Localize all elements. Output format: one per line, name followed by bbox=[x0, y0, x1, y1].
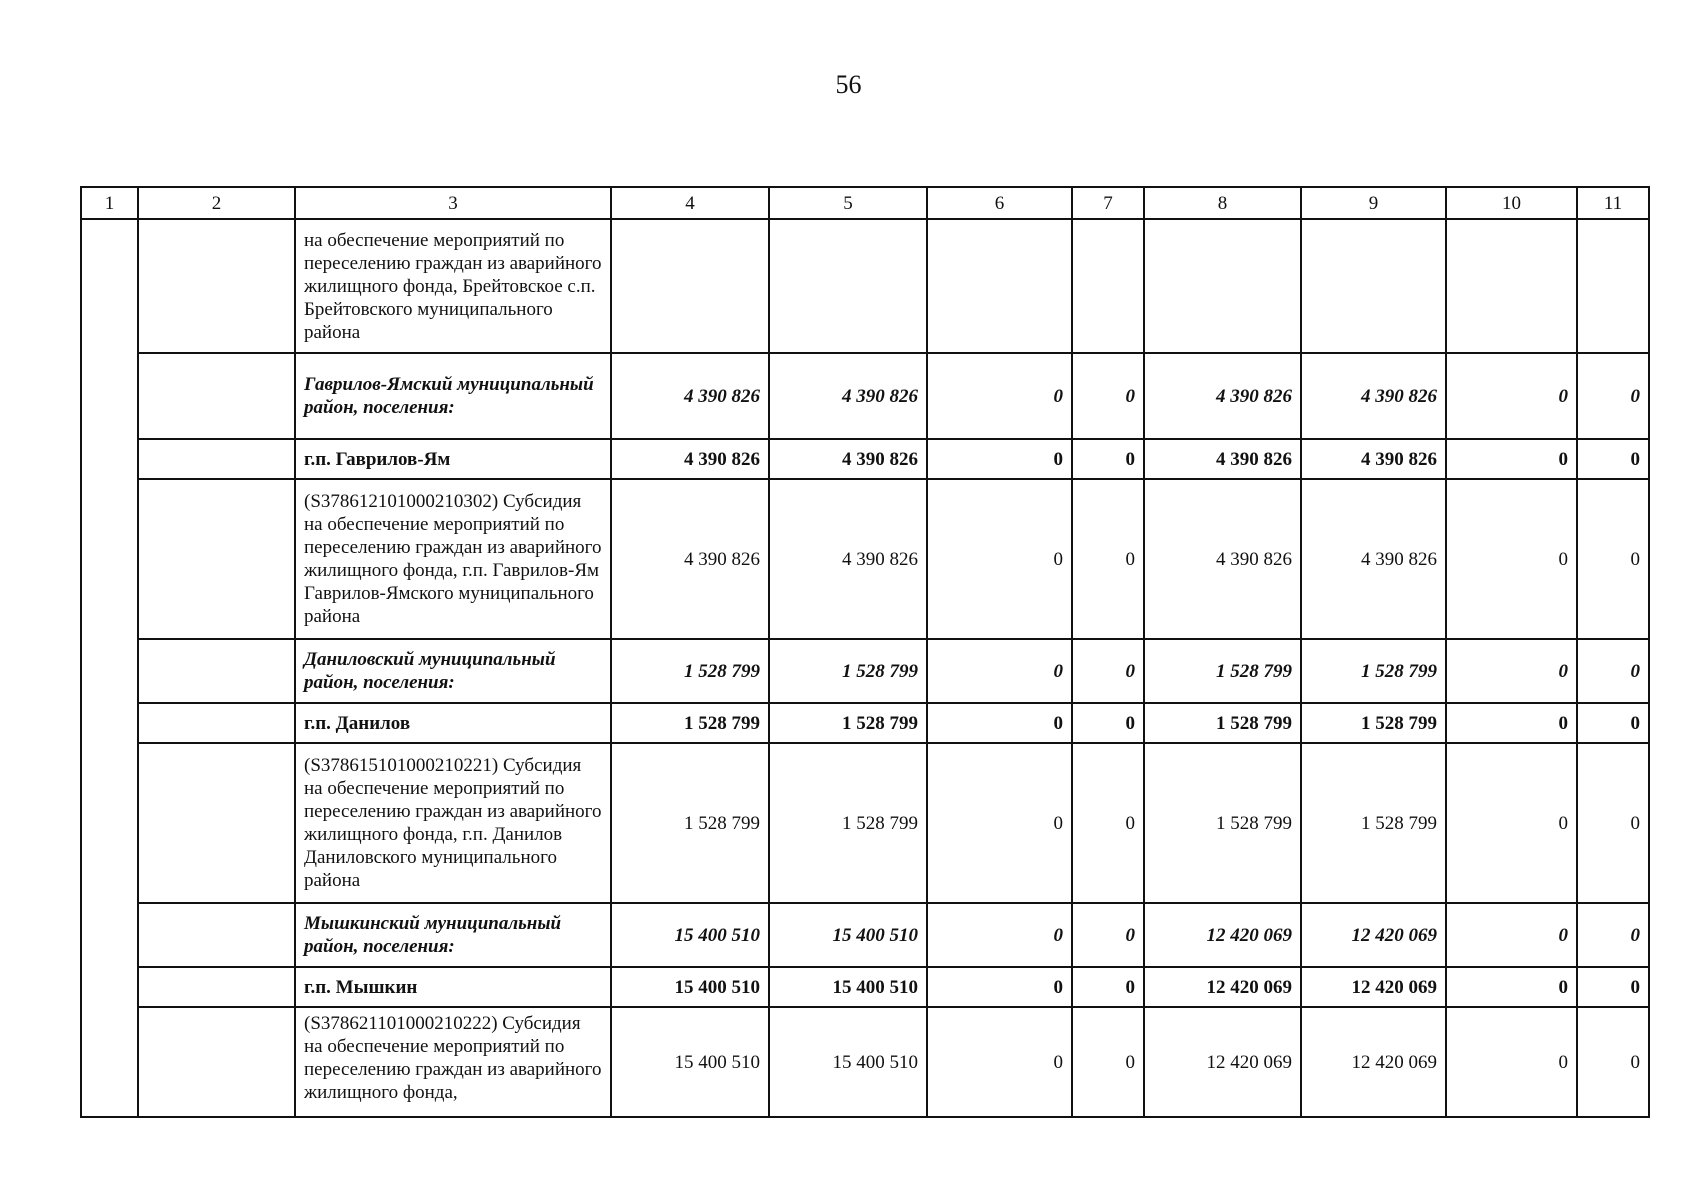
value-cell: 0 bbox=[1446, 743, 1577, 903]
value-cell bbox=[927, 219, 1072, 353]
value-cell: 4 390 826 bbox=[1301, 439, 1446, 479]
budget-table bbox=[80, 186, 1650, 1118]
value-cell: 4 390 826 bbox=[1301, 479, 1446, 639]
table-row bbox=[81, 967, 1649, 1007]
value-cell: 4 390 826 bbox=[769, 353, 927, 439]
table-row bbox=[81, 903, 1649, 967]
row-description: Даниловский муниципальный район, поселения: bbox=[295, 639, 611, 703]
value-cell bbox=[769, 219, 927, 353]
column-header: 11 bbox=[1577, 187, 1649, 219]
value-cell: 0 bbox=[1072, 967, 1144, 1007]
value-cell: 0 bbox=[1072, 703, 1144, 743]
value-cell: 1 528 799 bbox=[769, 703, 927, 743]
value-cell: 0 bbox=[1577, 353, 1649, 439]
table-row bbox=[81, 219, 1649, 353]
column-2-cell bbox=[138, 743, 295, 903]
value-cell: 0 bbox=[927, 743, 1072, 903]
value-cell: 12 420 069 bbox=[1301, 967, 1446, 1007]
column-header: 9 bbox=[1301, 187, 1446, 219]
column-header: 10 bbox=[1446, 187, 1577, 219]
column-2-cell bbox=[138, 439, 295, 479]
value-cell: 0 bbox=[1446, 639, 1577, 703]
row-description: Гаврилов-Ямский муниципальный район, поселения: bbox=[295, 353, 611, 439]
value-cell: 15 400 510 bbox=[611, 1007, 769, 1117]
value-cell: 0 bbox=[1446, 903, 1577, 967]
page-number: 56 bbox=[835, 70, 862, 99]
value-cell: 12 420 069 bbox=[1144, 967, 1301, 1007]
value-cell: 0 bbox=[927, 639, 1072, 703]
value-cell: 0 bbox=[1577, 639, 1649, 703]
value-cell: 4 390 826 bbox=[1144, 353, 1301, 439]
value-cell: 4 390 826 bbox=[1301, 353, 1446, 439]
value-cell: 4 390 826 bbox=[611, 353, 769, 439]
table-row bbox=[81, 353, 1649, 439]
column-2-cell bbox=[138, 967, 295, 1007]
value-cell: 0 bbox=[1446, 479, 1577, 639]
table-row bbox=[81, 703, 1649, 743]
value-cell: 1 528 799 bbox=[1144, 639, 1301, 703]
column-2-cell bbox=[138, 479, 295, 639]
value-cell: 15 400 510 bbox=[769, 967, 927, 1007]
value-cell: 4 390 826 bbox=[769, 479, 927, 639]
value-cell: 4 390 826 bbox=[1144, 439, 1301, 479]
value-cell: 1 528 799 bbox=[1144, 703, 1301, 743]
value-cell: 0 bbox=[1577, 479, 1649, 639]
value-cell: 0 bbox=[1577, 703, 1649, 743]
value-cell: 0 bbox=[1577, 967, 1649, 1007]
value-cell: 0 bbox=[1446, 1007, 1577, 1117]
value-cell: 4 390 826 bbox=[1144, 479, 1301, 639]
column-2-cell bbox=[138, 219, 295, 353]
value-cell: 12 420 069 bbox=[1144, 1007, 1301, 1117]
row-description: г.п. Гаврилов-Ям bbox=[295, 439, 611, 479]
value-cell: 0 bbox=[1446, 439, 1577, 479]
header-row bbox=[81, 187, 1649, 219]
table-row bbox=[81, 479, 1649, 639]
value-cell: 0 bbox=[1577, 1007, 1649, 1117]
value-cell: 0 bbox=[1072, 439, 1144, 479]
column-1-cell bbox=[81, 219, 138, 1117]
value-cell: 1 528 799 bbox=[611, 743, 769, 903]
column-header: 8 bbox=[1144, 187, 1301, 219]
row-description: (S378621101000210222) Субсидия на обеспечение мероприятий по переселению граждан из аварийного жилищного фонда, bbox=[295, 1007, 611, 1117]
row-description: на обеспечение мероприятий по переселению граждан из аварийного жилищного фонда, Брейтовское с.п. Брейтовского муниципального района bbox=[295, 219, 611, 353]
column-2-cell bbox=[138, 903, 295, 967]
column-2-cell bbox=[138, 1007, 295, 1117]
value-cell: 0 bbox=[1072, 639, 1144, 703]
value-cell bbox=[1144, 219, 1301, 353]
row-description: (S378612101000210302) Субсидия на обеспечение мероприятий по переселению граждан из аварийного жилищного фонда, г.п. Гаврилов-Ям Гаврилов-Ямского муниципального района bbox=[295, 479, 611, 639]
value-cell: 0 bbox=[927, 967, 1072, 1007]
column-header: 4 bbox=[611, 187, 769, 219]
value-cell: 15 400 510 bbox=[611, 967, 769, 1007]
value-cell: 15 400 510 bbox=[611, 903, 769, 967]
value-cell: 0 bbox=[927, 439, 1072, 479]
value-cell: 15 400 510 bbox=[769, 1007, 927, 1117]
value-cell bbox=[1301, 219, 1446, 353]
table-row bbox=[81, 439, 1649, 479]
value-cell: 1 528 799 bbox=[769, 743, 927, 903]
value-cell: 1 528 799 bbox=[1144, 743, 1301, 903]
value-cell: 0 bbox=[1577, 439, 1649, 479]
value-cell: 0 bbox=[927, 479, 1072, 639]
column-header: 6 bbox=[927, 187, 1072, 219]
column-2-cell bbox=[138, 353, 295, 439]
value-cell: 4 390 826 bbox=[611, 439, 769, 479]
table-row bbox=[81, 1007, 1649, 1117]
value-cell: 1 528 799 bbox=[611, 639, 769, 703]
value-cell: 4 390 826 bbox=[769, 439, 927, 479]
value-cell: 15 400 510 bbox=[769, 903, 927, 967]
value-cell: 12 420 069 bbox=[1301, 1007, 1446, 1117]
column-header: 2 bbox=[138, 187, 295, 219]
value-cell: 1 528 799 bbox=[1301, 703, 1446, 743]
value-cell bbox=[1577, 219, 1649, 353]
column-header: 1 bbox=[81, 187, 138, 219]
column-header: 3 bbox=[295, 187, 611, 219]
value-cell: 0 bbox=[927, 903, 1072, 967]
column-header: 5 bbox=[769, 187, 927, 219]
value-cell: 0 bbox=[1577, 903, 1649, 967]
value-cell: 0 bbox=[1577, 743, 1649, 903]
row-description: Мышкинский муниципальный район, поселения: bbox=[295, 903, 611, 967]
value-cell: 1 528 799 bbox=[1301, 639, 1446, 703]
value-cell: 0 bbox=[1446, 353, 1577, 439]
value-cell: 0 bbox=[1072, 1007, 1144, 1117]
row-description: г.п. Мышкин bbox=[295, 967, 611, 1007]
value-cell: 0 bbox=[927, 1007, 1072, 1117]
value-cell bbox=[611, 219, 769, 353]
value-cell: 1 528 799 bbox=[769, 639, 927, 703]
value-cell: 12 420 069 bbox=[1301, 903, 1446, 967]
column-2-cell bbox=[138, 703, 295, 743]
value-cell: 0 bbox=[1072, 903, 1144, 967]
value-cell: 4 390 826 bbox=[611, 479, 769, 639]
column-2-cell bbox=[138, 639, 295, 703]
row-description: г.п. Данилов bbox=[295, 703, 611, 743]
row-description: (S378615101000210221) Субсидия на обеспечение мероприятий по переселению граждан из аварийного жилищного фонда, г.п. Данилов Даниловского муниципального района bbox=[295, 743, 611, 903]
value-cell: 0 bbox=[1072, 743, 1144, 903]
value-cell: 0 bbox=[927, 703, 1072, 743]
value-cell: 0 bbox=[1446, 967, 1577, 1007]
value-cell bbox=[1072, 219, 1144, 353]
value-cell: 12 420 069 bbox=[1144, 903, 1301, 967]
value-cell bbox=[1446, 219, 1577, 353]
value-cell: 0 bbox=[927, 353, 1072, 439]
column-header: 7 bbox=[1072, 187, 1144, 219]
value-cell: 0 bbox=[1446, 703, 1577, 743]
table-row bbox=[81, 639, 1649, 703]
value-cell: 1 528 799 bbox=[611, 703, 769, 743]
value-cell: 0 bbox=[1072, 479, 1144, 639]
table-row bbox=[81, 743, 1649, 903]
value-cell: 1 528 799 bbox=[1301, 743, 1446, 903]
value-cell: 0 bbox=[1072, 353, 1144, 439]
